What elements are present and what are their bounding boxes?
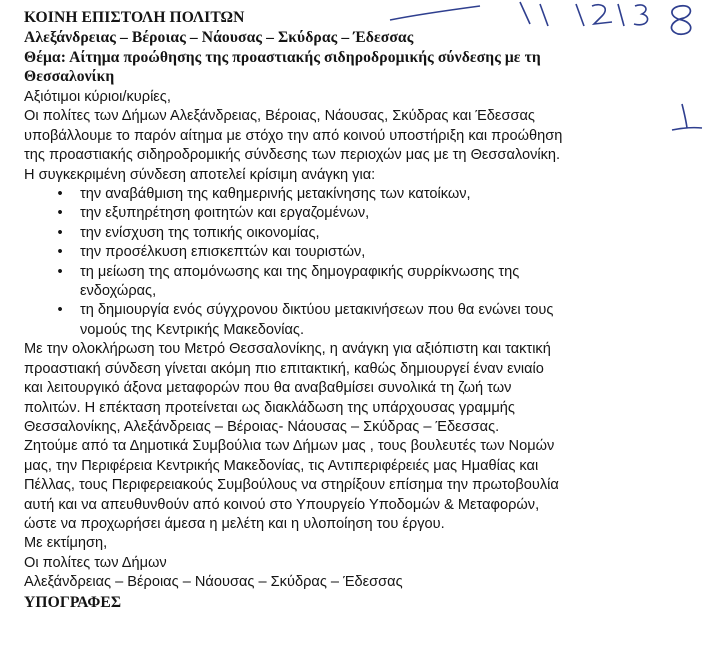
letter-body (24, 8, 704, 612)
signatures-heading: ΥΠΟΓΡΑΦΕΣ (24, 593, 122, 611)
bullet-icon: • (57, 244, 63, 261)
metro-line: Θεσσαλονίκης, Αλεξάνδρειας – Βέροιας- Νάουσας – Σκύδρας – Έδεσσας. (24, 418, 500, 435)
list-item: • την εξυπηρέτηση φοιτητών και εργαζομένων, (62, 204, 704, 223)
intro-line: υποβάλλουμε το παρόν αίτημα με στόχο την από κοινού υποστήριξη και προώθηση (24, 127, 563, 144)
list-item: • την προσέλκυση επισκεπτών και τουριστών, (62, 243, 704, 262)
cities-header: Αλεξάνδρειας – Βέροιας – Νάουσας – Σκύδρας – Έδεσσας (24, 29, 414, 46)
subject-line (24, 48, 704, 86)
metro-paragraph (24, 340, 704, 437)
bullet-icon: • (57, 263, 63, 280)
metro-line: και λειτουργικό άξονα μεταφορών που θα αναβαθμίσει συνολικά τη ζωή των (24, 380, 512, 397)
request-line: αυτή και να απευθυνθούν από κοινού στο Υπουργείο Υποδομών & Μεταφορών, (24, 496, 540, 513)
signoff-line-2: Αλεξάνδρειας – Βέροιας – Νάουσας – Σκύδρας – Έδεσσας (24, 574, 403, 591)
metro-line: προαστιακή σύνδεση γίνεται ακόμη πιο επιτακτική, καθώς δημιουργεί έναν ενιαίο (24, 360, 544, 377)
intro-line: Η συγκεκριμένη σύνδεση αποτελεί κρίσιμη ανάγκη για: (24, 166, 376, 183)
list-item: • την αναβάθμιση της καθημερινής μετακίνησης των κατοίκων, (62, 185, 704, 204)
letter-title: ΚΟΙΝΗ ΕΠΙΣΤΟΛΗ ΠΟΛΙΤΩΝ (24, 9, 245, 26)
request-line: μας, την Περιφέρεια Κεντρικής Μακεδονίας, τις Αντιπεριφέρειές μας Ημαθίας και (24, 457, 539, 474)
bullet-icon: • (57, 302, 63, 319)
request-line: ώστε να προχωρήσει άμεσα η μελέτη και η υλοποίηση του έργου. (24, 515, 445, 532)
metro-line: πολιτών. Η επέκταση προτείνεται ως διακλάδωση της υπάρχουσας γραμμής (24, 399, 515, 416)
metro-line: Με την ολοκλήρωση του Μετρό Θεσσαλονίκης, η ανάγκη για αξιόπιστη και τακτική (24, 341, 551, 358)
list-item: • την ενίσχυση της τοπικής οικονομίας, (62, 224, 704, 243)
bullet-icon: • (57, 205, 63, 222)
greeting: Αξιότιμοι κύριοι/κυρίες, (24, 89, 171, 105)
intro-line: Οι πολίτες των Δήμων Αλεξάνδρειας, Βέροιας, Νάουσας, Σκύδρας και Έδεσσας (24, 108, 535, 125)
request-line: Πέλλας, τους Περιφερειακούς Συμβούλους να στηρίξουν επίσημα την πρωτοβουλία (24, 477, 559, 494)
list-item: • τη μείωση της απομόνωσης και της δημογραφικής συρρίκνωσης της ενδοχώρας, (62, 263, 704, 302)
subject-line-1: Θέμα: Αίτημα προώθησης της προαστιακής σιδηροδρομικής σύνδεσης με τη (24, 49, 541, 66)
bullet-icon: • (57, 224, 63, 241)
intro-line: της προαστιακής σιδηροδρομικής σύνδεσης των περιοχών μας με τη Θεσσαλονίκη. (24, 147, 561, 164)
request-paragraph (24, 437, 704, 534)
subject-line-2: Θεσσαλονίκη (24, 68, 115, 85)
intro-paragraph (24, 107, 704, 185)
bullet-icon: • (57, 186, 63, 203)
signoff-line-1: Οι πολίτες των Δήμων (24, 554, 167, 571)
list-item: • τη δημιουργία ενός σύγχρονου δικτύου μετακινήσεων που θα ενώνει τους νομούς της Κεντρικής Μακεδονίας. (62, 301, 704, 340)
closing: Με εκτίμηση, (24, 535, 108, 552)
needs-list (24, 185, 704, 340)
request-line: Ζητούμε από τα Δημοτικά Συμβούλια των Δήμων μας , τους βουλευτές των Νομών (24, 438, 555, 455)
